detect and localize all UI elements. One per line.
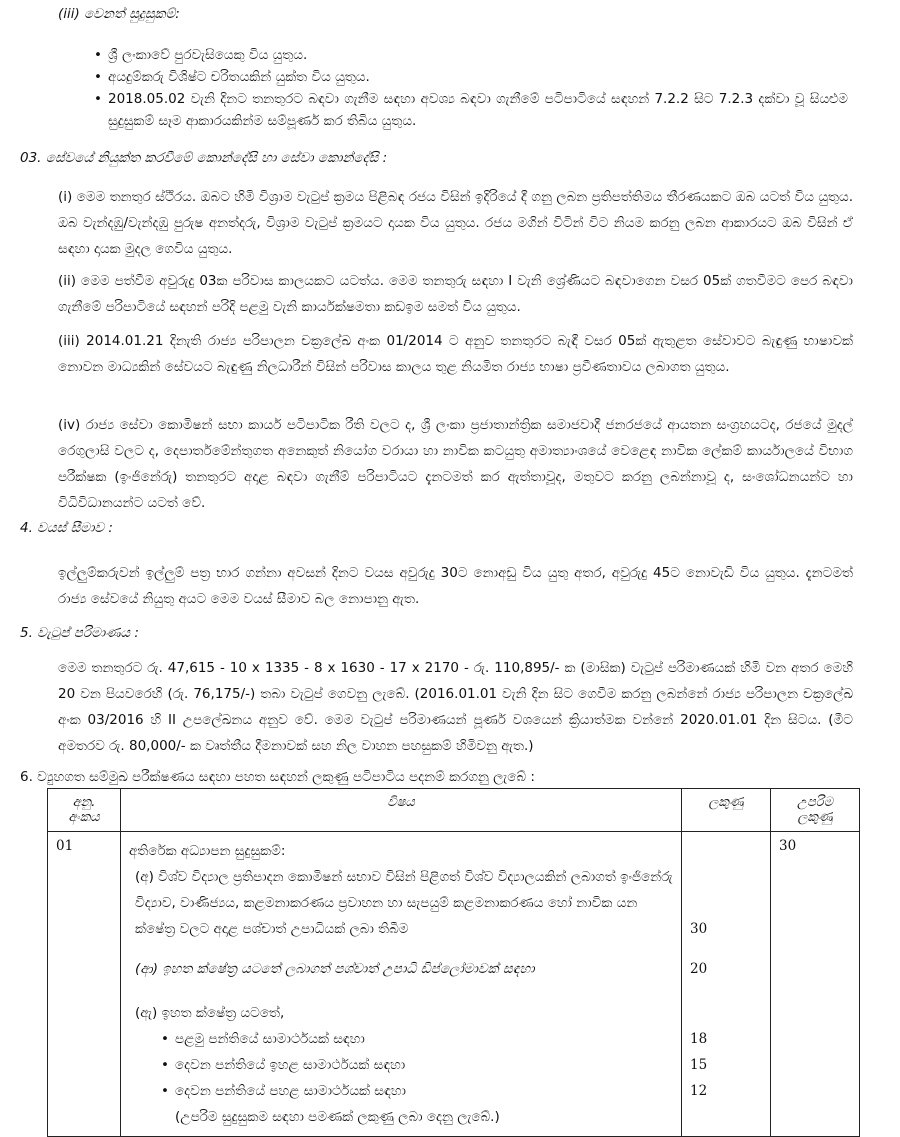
row-heading: අතිරේක අධ්‍යාපන සුදුසුකම්:: [129, 843, 286, 859]
qualification-note: (උපරිම සුදුසුකම සඳහා පමණක් ලකුණු ලබා දෙනු ලැබේ.): [175, 1109, 500, 1125]
qualification-c-item: • පළමු පන්තියේ සාමාර්ථයක් සඳහා: [161, 1031, 365, 1047]
header-max-marks: උපරිම ලකුණු: [771, 789, 860, 832]
section-04-title: 4. වයස් සීමාව :: [20, 520, 113, 536]
section-05-title: 5. වැටුප් පරිමාණය :: [20, 625, 139, 641]
qualification-b: (ආ) ඉහත ක්ෂේත්‍ර යටතේ ලබාගත් පශ්චාත් උපාධි ඩිප්ලෝමාවක් සඳහා: [135, 961, 535, 977]
section-03-title: 03. සේවයේ නියුක්ත කරවීමේ කොන්දේසි හා සේවා කොන්දේසි :: [20, 150, 388, 166]
row-max-marks: 30: [771, 832, 860, 1137]
section-03-para-i: (i) මෙම තනතුර ස්ථිරය. ඔබට හිමි විශ්‍රාම වැටුප් ක්‍රමය පිළිබඳ රජය විසින් ඉදිරියේ දී ගනු ලබන ප්‍රතිපත්තිමය තීරණයකට ඔබ යටත් විය යුතුය. ඔබ වැන්දඹු/වැන්දඹු පුරුෂ අනත්දරු, විශ්‍රාම වැටුප් ක්‍රමයට දායක විය යුතුය. රජය මගින් විටින් විට නියම කරනු ලබන ආකාරයට ඔබ විසින් ඒ සඳහා දායක මුදල ගෙවිය යුතුය.: [58, 189, 853, 257]
section-03-para-iii: (iii) 2014.01.21 දිනැති රාජ්‍ය පරිපාලන චක්‍රලේඛ අංක 01/2014 ට අනුව තනතුරට බැඳී වසර 05ක් ඇතුළත සේවාවට බැඳුණු භාෂාවක් නොවන මාධ්‍යකින් සේවයට බැඳුණු නිලධාරීන් විසින් පරිවාස කාලය තුළ නියමිත රාජ්‍ය භාෂා ප්‍රවීණතාවය ලබාගත යුතුය.: [58, 333, 853, 375]
row-marks-cell: [682, 832, 771, 1137]
bullet-icon: •: [94, 47, 102, 63]
row-serial-no: 01: [48, 832, 121, 1137]
bullet-icon: •: [161, 1083, 169, 1099]
table-header-row: [48, 789, 860, 832]
qualification-c-item: • දෙවන පන්තියේ ඉහළ සාමාර්ථයක් සඳහා: [161, 1057, 406, 1073]
marks-c-2: 15: [690, 1057, 708, 1073]
marks-table: [47, 788, 860, 1137]
header-marks: ලකුණු: [682, 789, 771, 832]
bullet-icon: •: [94, 91, 102, 107]
qualification-c: (ඇ) ඉහත ක්ෂේත්‍ර යටතේ,: [135, 1005, 285, 1021]
row-subject-cell: [121, 832, 682, 1137]
header-serial-no: අනු. අංකය: [48, 789, 121, 832]
age-limit-text: ඉල්ලුම්කරුවන් ඉල්ලුම් පත්‍ර භාර ගන්නා අවසන් දිනට වයස අවුරුදු 30ට නොඅඩු විය යුතු අතර, අවුරුදු 45ට නොවැඩි විය යුතුය. දැනටමත් රාජ්‍ය සේවයේ නියුතු අයට මෙම වයස් සීමාව බල නොපානු ඇත.: [58, 565, 853, 607]
salary-scale-text: මෙම තනතුරට රු. 47,615 - 10 x 1335 - 8 x 1630 - 17 x 2170 - රු. 110,895/- ක (මාසික) වැටුප් පරිමාණයක් හිමි වන අතර මෙහි 20 වන පියවරෙහි (රු. 76,175/-) තබා වැටුප් ගෙවනු ලැබේ. (2016.01.01 වැනි දින සිට ගෙවීම කරනු ලබන්නේ රාජ්‍ය පරිපාලන චක්‍රලේඛ අංක 03/2016 හි II උපලේඛනය අනුව වේ. මෙම වැටුප් පරිමාණයන් පූර්ණ වශයෙන් ක්‍රියාත්මක වන්නේ 2020.01.01 දින සිටය. (මීට අමතරව රු. 80,000/- ක වෘත්තීය දීමනාවක් සහ නිල වාහන පහසුකම් හිමිවනු ඇත.): [58, 660, 853, 754]
table-row: [48, 832, 860, 1137]
marks-a: 30: [690, 921, 708, 937]
marks-b: 20: [690, 961, 708, 977]
qualification-a: (අ) විශ්ව විද්‍යාල ප්‍රතිපාදන කොමිෂන් සභාව විසින් පිළිගත් විශ්ව විද්‍යාලයකින් ලබාගත් ඉංජිනේරු විද්‍යාව, වාණිජ්‍යය, කළමනාකරණය ප්‍රවාහන හා සැපයුම් කළමනාකරණය හෝ නාවික යන ක්ෂේත්‍ර වලට අදාළ පශ්චාත් උපාධියක් ලබා තිබීම: [135, 869, 673, 937]
bullet-icon: •: [161, 1057, 169, 1073]
section-06-title: 6. ව්‍යුහගත සම්මුඛ පරීක්ෂණය සඳහා පහත සඳහන් ලකුණු පටිපාටිය පදනම් කරගනු ලැබේ :: [20, 769, 535, 785]
qualification-c-item: • දෙවන පන්තියේ පහළ සාමාර්ථයක් සඳහා: [161, 1083, 406, 1099]
bullet-item: • 2018.05.02 වැනි දිනට තනතුරට බඳවා ගැනීම සඳහා අවශ්‍ය බඳවා ගැනීමේ පටිපාටියේ සඳහන් 7.2.2 සිට 7.2.3 දක්වා වූ සියළුම සුදුසුකම් සෑම ආකාරයකින්ම සම්පූර්ණ කර තිබිය යුතුය.: [108, 88, 848, 132]
bullet-item: • අයදුම්කරු විශිෂ්ට චරිතයකින් යුක්ත විය යුතුය.: [108, 66, 848, 88]
bullet-icon: •: [161, 1031, 169, 1047]
other-qualifications-title: (iii) වෙනත් සුදුසුකම්:: [58, 6, 180, 22]
section-03-para-ii: (ii) මෙම පත්වීම අවුරුදු 03ක පරිවාස කාලයකට යටත්ය. මෙම තනතුරු සඳහා I වැනි ශ්‍රේණියට බඳවාගෙන වසර 05ක් ගතවීමට පෙර බඳවා ගැනීමේ පරිපාටියේ සඳහන් පරිදි පළමු වැනි කාර්යක්ෂමතා කඩඉම සමත් විය යුතුය.: [58, 273, 853, 315]
header-subject: විෂය: [121, 789, 682, 832]
section-03-para-iv: (iv) රාජ්‍ය සේවා කොමිෂන් සභා කාර්ය පටිපාටික රීති වලට ද, ශ්‍රී ලංකා ප්‍රජාතාන්ත්‍රික සමාජවාදී ජනරජයේ ආයතන සංග්‍රහයටද, රජයේ මුදල් රෙගුලාසි වලට ද, දෙපාර්තමේන්තුගත අනෙකුත් නියෝග වරායා හා නාවික කටයුතු අමාත්‍යාංශයේ වෙළෙඳ නාවික ලේකම් කාර්යාලයේ විභාග පරීක්ෂක (ඉංජිනේරු) තනතුරට අදාළ බඳවා ගැනීම් පරිපාටියට දැනටමත් කර ඇත්තාවූද, මතුවට කරනු ලබන්නාවූ ද, සංශෝධනයන්ට හා විධිවිධානයන්ට යටත් වේ.: [58, 417, 853, 511]
marks-c-1: 18: [690, 1031, 708, 1047]
bullet-icon: •: [94, 69, 102, 85]
bullet-item: • ශ්‍රී ලංකාවේ පුරවැසියෙකු විය යුතුය.: [108, 44, 848, 66]
marks-c-3: 12: [690, 1083, 708, 1099]
